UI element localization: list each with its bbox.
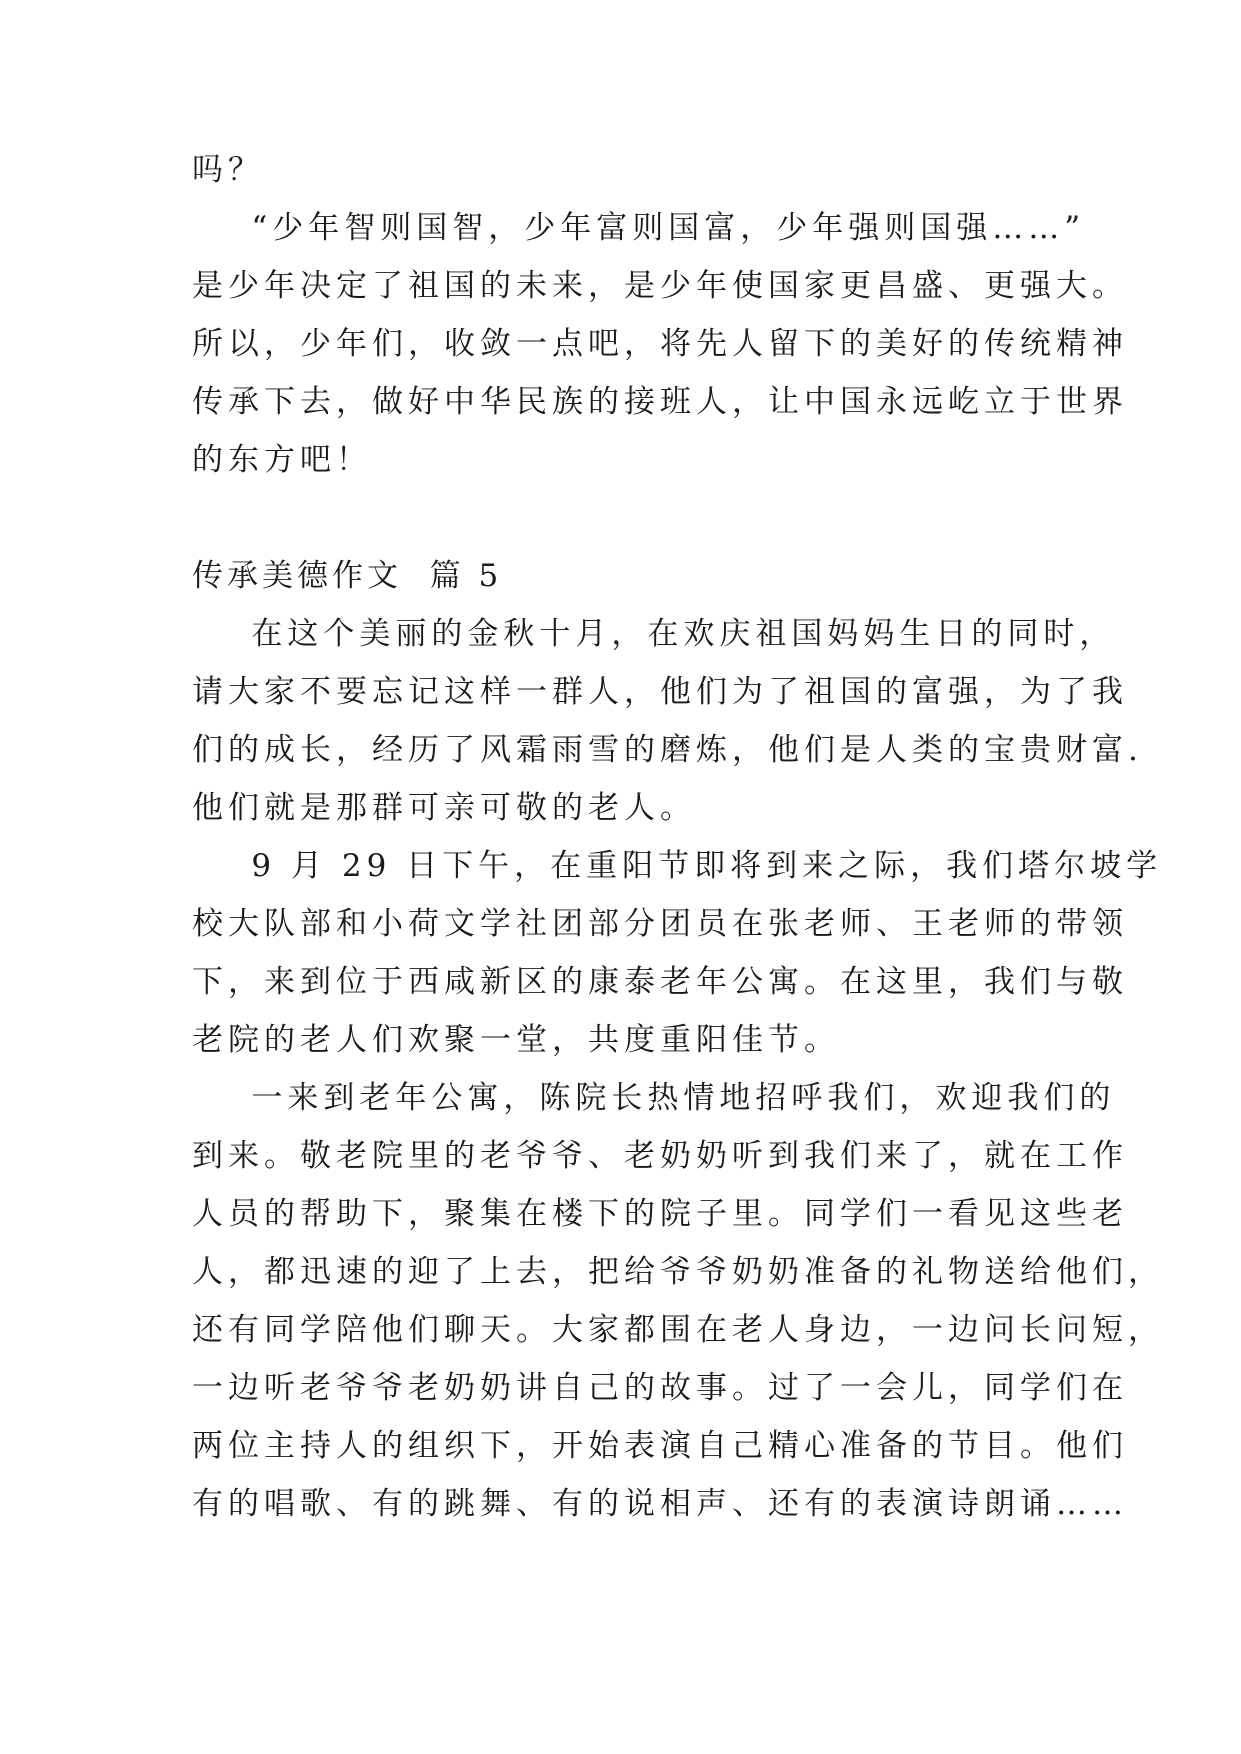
text-line: 还有同学陪他们聊天。大家都围在老人身边，一边问长问短， xyxy=(192,1312,1164,1348)
text-line: 的东方吧！ xyxy=(192,442,372,478)
text-line: 老院的老人们欢聚一堂，共度重阳佳节。 xyxy=(192,1022,840,1058)
text-line: 他们就是那群可亲可敬的老人。 xyxy=(192,790,696,826)
text-line: 到来。敬老院里的老爷爷、老奶奶听到我们来了，就在工作 xyxy=(192,1138,1128,1174)
text-line: 一边听老爷爷老奶奶讲自己的故事。过了一会儿，同学们在 xyxy=(192,1370,1128,1406)
text-line: 下，来到位于西咸新区的康泰老年公寓。在这里，我们与敬 xyxy=(192,964,1128,1000)
text-line: 们的成长，经历了风霜雨雪的磨炼，他们是人类的宝贵财富. xyxy=(192,732,1143,768)
text-line: 两位主持人的组织下，开始表演自己精心准备的节目。他们 xyxy=(192,1428,1128,1464)
text-line: 吗？ xyxy=(192,152,264,188)
text-line: 一来到老年公寓，陈院长热情地招呼我们，欢迎我们的 xyxy=(192,1080,1116,1116)
text-line: 校大队部和小荷文学社团部分团员在张老师、王老师的带领 xyxy=(192,906,1128,942)
text-line: 9 月 29 日下午，在重阳节即将到来之际，我们塔尔坡学 xyxy=(192,848,1163,884)
text-line: 在这个美丽的金秋十月，在欢庆祖国妈妈生日的同时， xyxy=(192,616,1116,652)
section-heading: 传承美德作文 篇 5 xyxy=(192,558,503,594)
text-line: 所以，少年们，收敛一点吧，将先人留下的美好的传统精神 xyxy=(192,326,1128,362)
text-line: 人员的帮助下，聚集在楼下的院子里。同学们一看见这些老 xyxy=(192,1196,1128,1232)
text-line: 请大家不要忘记这样一群人，他们为了祖国的富强，为了我 xyxy=(192,674,1128,710)
text-line: 是少年决定了祖国的未来，是少年使国家更昌盛、更强大。 xyxy=(192,268,1128,304)
text-line: 人，都迅速的迎了上去，把给爷爷奶奶准备的礼物送给他们， xyxy=(192,1254,1164,1290)
text-line: 传承下去，做好中华民族的接班人，让中国永远屹立于世界 xyxy=(192,384,1128,420)
text-line: 有的唱歌、有的跳舞、有的说相声、还有的表演诗朗诵…… xyxy=(192,1486,1128,1522)
text-line: “少年智则国智，少年富则国富，少年强则国强……” xyxy=(192,210,1086,246)
